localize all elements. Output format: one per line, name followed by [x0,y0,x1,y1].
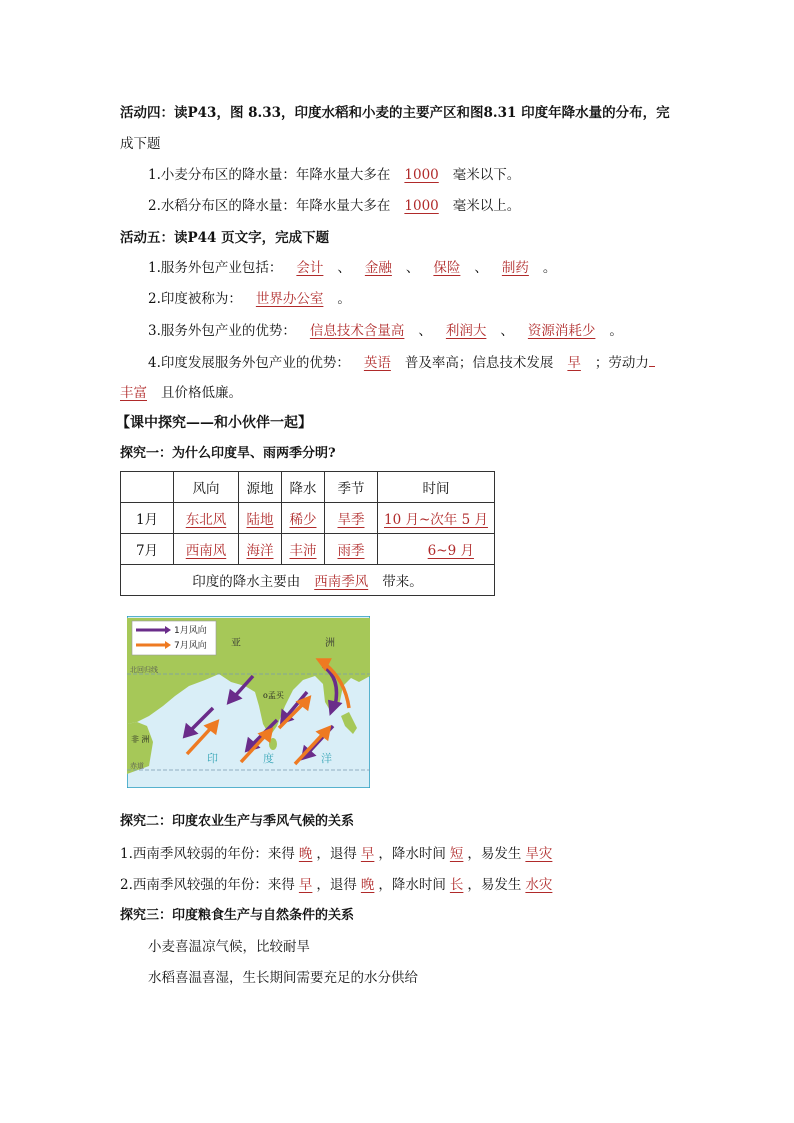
answer-blank: 1000 [404,198,439,214]
row-month: 7月 [121,534,174,565]
answer-blank: 短 [449,846,464,862]
answer-blank: 保险 [433,260,461,276]
activity5-title: 活动五：读P44 页文字，完成下题 [120,230,330,246]
answer-blank: 长 [449,877,464,893]
table-row [121,534,495,565]
answer-blank: 早 [567,355,581,371]
monsoon-map [127,616,370,788]
row-month: 1月 [121,503,174,534]
answer-blank: 晚 [360,877,375,893]
answer-blank: 英语 [363,355,391,371]
legend-jan-label: 1月风向 [174,626,207,636]
explore3-line2: 水稻喜温喜湿，生长期间需要充足的水分供给 [148,970,418,986]
explore3-line1: 小麦喜温凉气候，比较耐旱 [148,939,310,955]
activity5-q4: 4.印度发展服务外包产业的优势： 英语 普及率高；信息技术发展 早 ；劳动力 [148,352,655,373]
table-cell: 海洋 [239,534,282,565]
table-header: 降水 [282,472,325,503]
table-header-row [121,472,495,503]
table-corner [121,472,174,503]
answer-blank: 早 [360,846,375,862]
asia-label-a: 亚 [231,638,241,649]
table-cell: 陆地 [239,503,282,534]
table-cell: 10 月~次年 5 月 [378,503,495,534]
table-cell: 丰沛 [282,534,325,565]
legend-jul-label: 7月风向 [174,641,207,651]
activity5-q4-cont: 丰富 且价格低廉。 [120,385,242,401]
table-header: 时间 [378,472,495,503]
asia-label-b: 洲 [325,638,335,649]
monsoon-table [120,471,495,596]
answer-blank: 利润大 [445,323,487,339]
activity5-q2: 2.印度被称为： 世界办公室 。 [148,291,351,307]
explore3-title: 探究三：印度粮食生产与自然条件的关系 [120,908,355,923]
explore2-row1: 1.西南季风较弱的年份：来得 晚 ，退得 早 ，降水时间 短 ，易发生 旱灾 [120,844,556,864]
table-cell: 旱季 [325,503,378,534]
section-title: 【课中探究——和小伙伴一起】 [116,415,312,431]
table-cell: 稀少 [282,503,325,534]
answer-blank: 资源消耗少 [527,323,596,339]
table-cell: 东北风 [174,503,239,534]
activity4-title-cont: 成下题 [120,136,161,152]
answer-blank: 旱灾 [525,846,553,862]
city-label: o孟买 [263,691,284,700]
activity5-q1: 1.服务外包产业包括： 会计 、 金融 、 保险 、 制药 。 [148,260,557,276]
underline-blank [649,352,655,367]
answer-blank: 晚 [298,846,313,862]
tropic-label: 北回归线 [130,666,158,674]
answer-blank: 会计 [296,260,324,276]
answer-blank: 西南季风 [314,574,369,590]
table-footer: 印度的降水主要由 西南季风 带来。 [121,565,495,596]
answer-blank: 制药 [501,260,529,276]
answer-blank: 丰富 [120,385,147,401]
table-header: 风向 [174,472,239,503]
explore2-row2: 2.西南季风较强的年份：来得 早 ，退得 晚 ，降水时间 长 ，易发生 水灾 [120,875,556,895]
answer-blank: 1000 [404,167,439,183]
answer-blank: 水灾 [525,877,553,893]
activity5-q3: 3.服务外包产业的优势： 信息技术含量高 、 利润大 、 资源消耗少 。 [148,323,623,339]
table-header: 源地 [239,472,282,503]
africa-label: 非 洲 [131,735,150,744]
equator-label: 赤道 [130,762,144,770]
table-cell: 雨季 [325,534,378,565]
activity4-title: 活动四：读P43，图 8.33，印度水稻和小麦的主要产区和图8.31 印度年降水量的分布，完 [120,105,670,121]
activity4-q2: 2.水稻分布区的降水量：年降水量大多在 1000 毫米以上。 [148,198,521,214]
explore2-title: 探究二：印度农业生产与季风气候的关系 [120,814,355,829]
table-cell: 西南风 [174,534,239,565]
table-footer-row [121,565,495,596]
answer-blank: 金融 [364,260,392,276]
table-header: 季节 [325,472,378,503]
table-row [121,503,495,534]
ocean-label-2: 度 [263,752,274,765]
answer-blank: 信息技术含量高 [309,323,405,339]
answer-blank: 早 [298,877,313,893]
ocean-label-3: 洋 [321,752,332,765]
table-cell: 6~9 月 [378,534,495,565]
activity4-q1: 1.小麦分布区的降水量：年降水量大多在 1000 毫米以下。 [148,167,521,183]
explore1-title: 探究一：为什么印度旱、雨两季分明? [120,446,336,461]
ocean-label-1: 印 [207,752,218,765]
answer-blank: 世界办公室 [255,291,324,307]
